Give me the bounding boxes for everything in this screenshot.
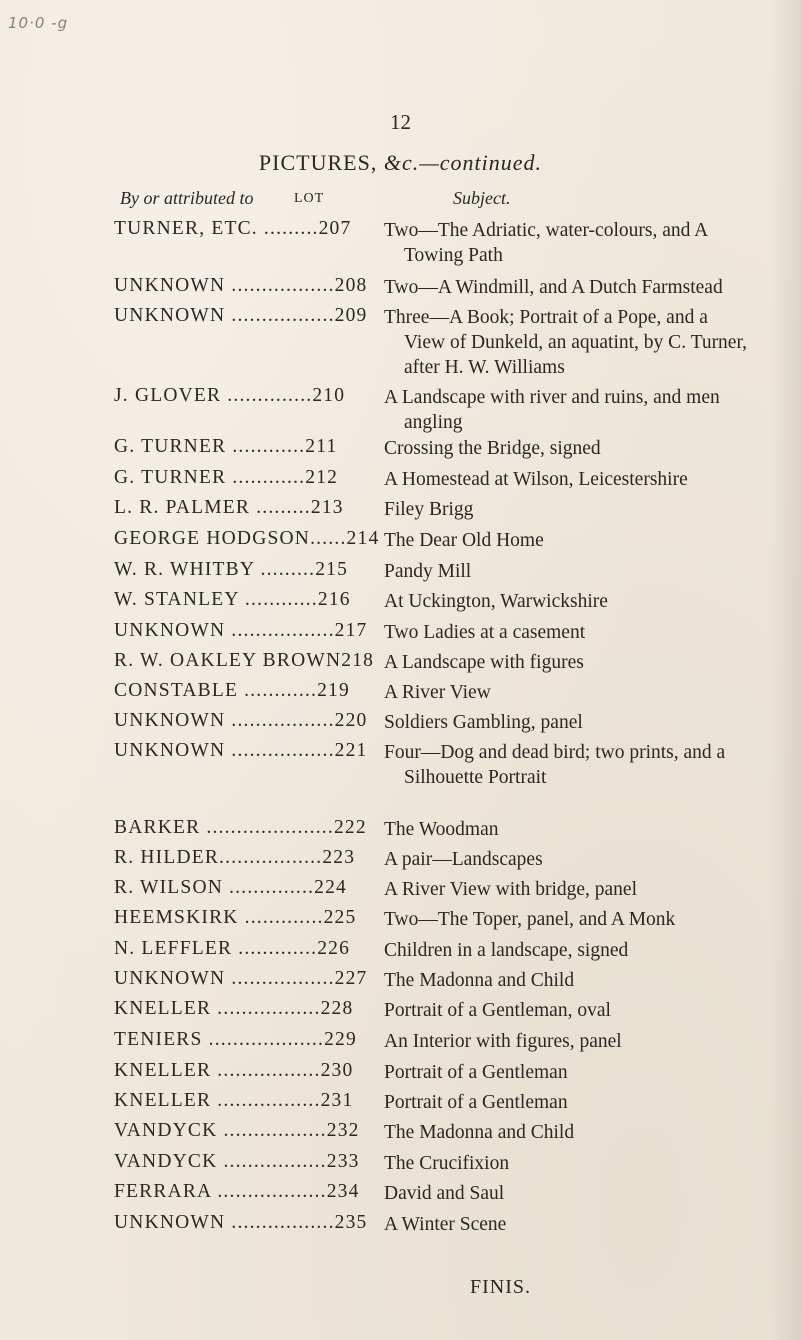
subject-description (384, 589, 784, 614)
artist-name: R. W. OAKLEY BROWN (114, 650, 342, 671)
lot-number: 224 (314, 877, 348, 898)
artist-and-lot (114, 559, 350, 581)
artist-name: UNKNOWN ................. (114, 305, 335, 326)
artist-and-lot (114, 589, 350, 611)
lot-number: 209 (334, 305, 368, 326)
subject-description (384, 968, 784, 993)
subject-text: Pandy Mill (384, 561, 472, 582)
subject-text: Four—Dog and dead bird; two prints, and a (384, 742, 726, 763)
subject-text: The Woodman (384, 819, 499, 840)
subject-description (384, 467, 784, 492)
subject-text: Portrait of a Gentleman (384, 1092, 568, 1113)
subject-text: Two Ladies at a casement (384, 622, 586, 643)
artist-name: VANDYCK ................. (114, 1120, 327, 1141)
lot-number: 232 (326, 1120, 360, 1141)
subject-description (384, 436, 784, 461)
artist-name: R. HILDER................. (114, 847, 323, 868)
subject-description (384, 305, 784, 380)
lot-number: 218 (341, 650, 375, 671)
lot-number: 230 (320, 1060, 354, 1081)
artist-and-lot (114, 1090, 354, 1112)
lot-number: 231 (320, 1090, 354, 1111)
column-header-artist: By or attributed to (120, 188, 254, 208)
artist-name: TENIERS ................... (114, 1029, 325, 1050)
subject-description (384, 847, 784, 872)
artist-name: J. GLOVER .............. (114, 385, 313, 406)
subject-text: Crossing the Bridge, signed (384, 438, 601, 459)
artist-and-lot (114, 497, 350, 519)
subject-text: At Uckington, Warwickshire (384, 591, 608, 612)
artist-and-lot (114, 998, 354, 1020)
subject-text: A Homestead at Wilson, Leicestershire (384, 469, 688, 490)
subject-description (384, 817, 784, 842)
artist-name: UNKNOWN ................. (114, 968, 335, 989)
artist-and-lot (114, 1212, 368, 1234)
artist-name: G. TURNER ............ (114, 436, 306, 457)
artist-and-lot (114, 847, 356, 869)
artist-name: G. TURNER ............ (114, 467, 306, 488)
subject-description (384, 497, 784, 522)
artist-and-lot (114, 817, 367, 839)
lot-number: 208 (334, 275, 368, 296)
subject-text: A Winter Scene (384, 1214, 507, 1235)
artist-name: UNKNOWN ................. (114, 1212, 335, 1233)
subject-continuation: Towing Path (404, 245, 503, 266)
subject-description (384, 650, 784, 675)
lot-number: 215 (315, 559, 349, 580)
subject-description (384, 1181, 784, 1206)
artist-name: UNKNOWN ................. (114, 275, 335, 296)
subject-text: A Landscape with river and ruins, and men (384, 387, 720, 408)
subject-text: David and Saul (384, 1183, 505, 1204)
subject-description (384, 938, 784, 963)
artist-name: N. LEFFLER ............. (114, 938, 318, 959)
heading-main: PICTURES, (258, 150, 384, 175)
heading-continued: —continued. (419, 150, 543, 175)
artist-name: VANDYCK ................. (114, 1151, 327, 1172)
artist-and-lot (114, 1151, 360, 1173)
subject-continuation: angling (404, 412, 463, 433)
subject-text: The Madonna and Child (384, 970, 575, 991)
artist-name: FERRARA .................. (114, 1181, 327, 1202)
artist-and-lot (114, 938, 350, 960)
subject-text: The Crucifixion (384, 1153, 510, 1174)
artist-and-lot (114, 1060, 354, 1082)
artist-and-lot (114, 467, 350, 489)
lot-number: 222 (333, 817, 367, 838)
lot-number: 234 (326, 1181, 360, 1202)
lot-number: 225 (323, 907, 357, 928)
artist-and-lot (114, 710, 368, 732)
artist-name: KNELLER ................. (114, 998, 321, 1019)
subject-description (384, 740, 784, 790)
lot-number: 235 (334, 1212, 368, 1233)
subject-text: A Landscape with figures (384, 652, 584, 673)
column-header-lot: LOT (294, 191, 325, 206)
subject-description (384, 1151, 784, 1176)
lot-number: 210 (312, 385, 346, 406)
artist-name: HEEMSKIRK ............. (114, 907, 324, 928)
lot-number: 220 (334, 710, 368, 731)
subject-description (384, 1212, 784, 1237)
page-number: 12 (390, 110, 411, 134)
lot-number: 212 (305, 467, 339, 488)
artist-and-lot (114, 385, 350, 407)
lot-number: 207 (318, 218, 352, 239)
lot-number: 229 (324, 1029, 357, 1050)
artist-and-lot (114, 275, 368, 297)
artist-name: CONSTABLE ............ (114, 680, 318, 701)
artist-and-lot (114, 436, 350, 458)
artist-name: UNKNOWN ................. (114, 620, 335, 641)
artist-and-lot (114, 218, 350, 240)
column-header-subject: Subject. (453, 188, 511, 208)
artist-and-lot (114, 680, 350, 702)
subject-text: Three—A Book; Portrait of a Pope, and a (384, 307, 708, 328)
subject-text: An Interior with figures, panel (384, 1031, 622, 1052)
artist-and-lot (114, 1120, 360, 1142)
pencil-annotation: 10·0 -g (8, 14, 69, 32)
lot-number: 214 (346, 528, 380, 549)
subject-text: Portrait of a Gentleman, oval (384, 1000, 611, 1021)
artist-and-lot (114, 877, 350, 899)
subject-description (384, 1029, 784, 1054)
artist-name: GEORGE HODGSON...... (114, 528, 347, 549)
artist-and-lot (114, 907, 357, 929)
artist-and-lot (114, 620, 368, 642)
artist-name: KNELLER ................. (114, 1060, 321, 1081)
artist-name: W. STANLEY ............ (114, 589, 318, 610)
subject-text: The Madonna and Child (384, 1122, 575, 1143)
subject-description (384, 1060, 784, 1085)
artist-and-lot (114, 1181, 360, 1203)
subject-description (384, 385, 784, 435)
subject-text: Two—The Toper, panel, and A Monk (384, 909, 676, 930)
artist-name: W. R. WHITBY ......... (114, 559, 316, 580)
artist-name: KNELLER ................. (114, 1090, 321, 1111)
artist-and-lot (114, 1029, 357, 1051)
artist-name: L. R. PALMER ......... (114, 497, 311, 518)
subject-continuation: View of Dunkeld, an aquatint, by C. Turner, after H. W. Williams (404, 332, 748, 378)
subject-description (384, 1120, 784, 1145)
artist-and-lot (114, 650, 375, 672)
lot-number: 228 (320, 998, 354, 1019)
artist-name: UNKNOWN ................. (114, 710, 335, 731)
artist-name: R. WILSON .............. (114, 877, 315, 898)
subject-text: Two—A Windmill, and A Dutch Farmstead (384, 277, 723, 298)
artist-and-lot (114, 968, 368, 990)
lot-number: 217 (334, 620, 368, 641)
lot-number: 233 (326, 1151, 360, 1172)
artist-and-lot (114, 305, 368, 327)
subject-text: Soldiers Gambling, panel (384, 712, 583, 733)
lot-number: 211 (305, 436, 338, 457)
lot-number: 223 (322, 847, 356, 868)
heading-amp: &c. (383, 150, 420, 175)
subject-text: Two—The Adriatic, water-colours, and A (384, 220, 709, 241)
artist-name: UNKNOWN ................. (114, 740, 335, 761)
lot-number: 219 (317, 680, 350, 701)
subject-description (384, 559, 784, 584)
subject-description (384, 528, 784, 553)
lot-number: 213 (310, 497, 344, 518)
artist-name: TURNER, ETC. ......... (114, 218, 319, 239)
subject-description (384, 877, 784, 902)
artist-and-lot (114, 528, 380, 550)
subject-description (384, 907, 784, 932)
artist-name: BARKER ..................... (114, 817, 334, 838)
subject-description (384, 1090, 784, 1115)
lot-number: 227 (334, 968, 368, 989)
subject-continuation: Silhouette Portrait (404, 767, 547, 788)
finis-mark: FINIS. (470, 1276, 532, 1298)
subject-description (384, 275, 784, 300)
lot-number: 216 (317, 589, 351, 610)
subject-text: Portrait of a Gentleman (384, 1062, 568, 1083)
subject-text: Children in a landscape, signed (384, 940, 629, 961)
subject-description (384, 710, 784, 735)
lot-number: 226 (317, 938, 351, 959)
subject-description (384, 218, 784, 268)
subject-text: Filey Brigg (384, 499, 474, 520)
subject-text: A pair—Landscapes (384, 849, 543, 870)
subject-text: The Dear Old Home (384, 530, 544, 551)
subject-description (384, 680, 784, 705)
subject-description (384, 998, 784, 1023)
subject-text: A River View with bridge, panel (384, 879, 638, 900)
artist-and-lot (114, 740, 368, 762)
subject-description (384, 620, 784, 645)
subject-text: A River View (384, 682, 491, 703)
lot-number: 221 (334, 740, 368, 761)
